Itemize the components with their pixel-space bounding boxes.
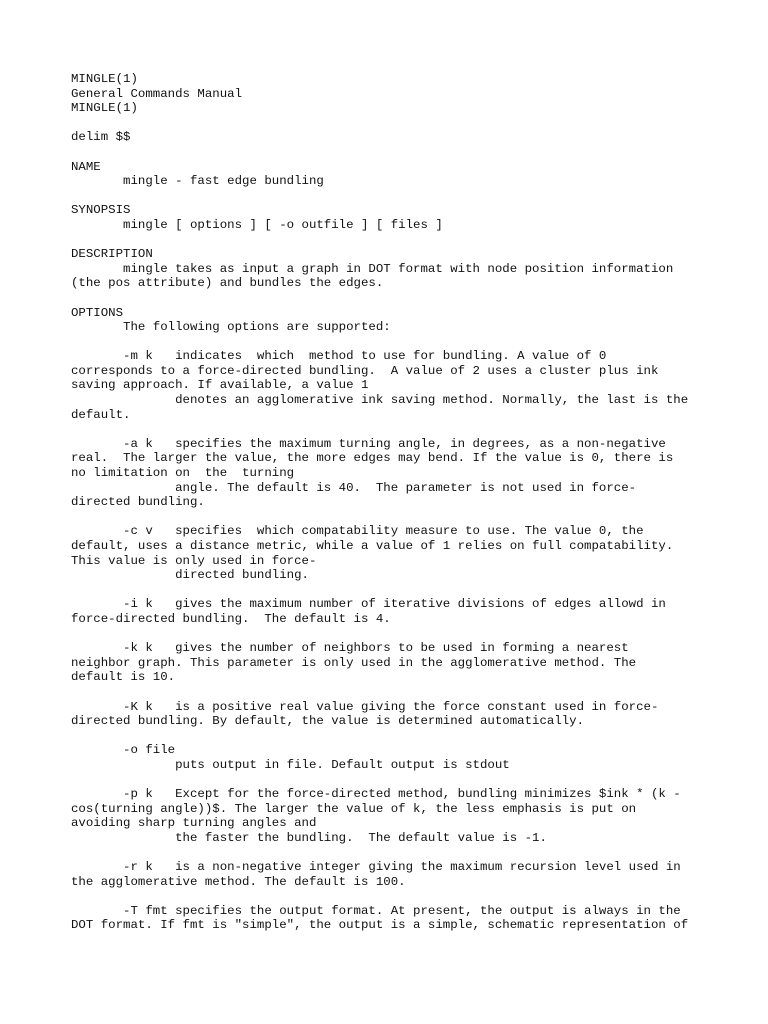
blank-line: [71, 685, 711, 700]
man-page-document: [71, 72, 711, 933]
option-p-text: avoiding sharp turning angles and: [71, 816, 317, 831]
option-r-text: the agglomerative method. The default is 100.: [71, 874, 406, 889]
option-m-text: corresponds to a force-directed bundling. A value of 2 uses a cluster plus ink: [71, 363, 659, 378]
header-name-left: MINGLE(1): [71, 72, 138, 86]
synopsis-text: mingle [ options ] [ -o outfile ] [ files ]: [71, 217, 443, 232]
option-m-text: saving approach. If available, a value 1: [71, 378, 369, 393]
option-k-text: -k k gives the number of neighbors to be used in forming a nearest: [71, 641, 629, 656]
option-i-text: force-directed bundling. The default is 4.: [71, 611, 391, 626]
option-p-text: the faster the bundling. The default value is -1.: [71, 830, 547, 845]
option-c-text: directed bundling.: [71, 568, 309, 583]
option-m-text: denotes an agglomerative ink saving method. Normally, the last is the: [71, 393, 689, 408]
option-o-text: -o file: [71, 743, 176, 758]
option-K-text: directed bundling. By default, the value is determined automatically.: [71, 714, 585, 729]
section-heading-name: NAME: [71, 159, 101, 174]
option-T-text: DOT format. If fmt is "simple", the output is a simple, schematic representation of: [71, 918, 689, 933]
option-c-text: This value is only used in force-: [71, 553, 317, 568]
option-m-text: -m k indicates which method to use for bundling. A value of 0: [71, 349, 607, 364]
eqn-delim-line: delim $$: [71, 130, 131, 145]
option-c-text: default, uses a distance metric, while a value of 1 relies on full compatability.: [71, 539, 674, 553]
blank-line: [71, 291, 711, 306]
blank-line: [71, 773, 711, 788]
header-section-title: General Commands Manual: [71, 86, 243, 101]
option-a-text: angle. The default is 40. The parameter is not used in force-: [71, 480, 637, 495]
description-text: mingle takes as input a graph in DOT format with node position information: [71, 261, 674, 276]
description-text: (the pos attribute) and bundles the edges.: [71, 276, 384, 291]
options-intro-text: The following options are supported:: [71, 320, 391, 335]
option-a-text: no limitation on the turning: [71, 466, 295, 481]
blank-line: [71, 116, 711, 131]
option-i-text: -i k gives the maximum number of iterative divisions of edges allowd in: [71, 597, 666, 612]
blank-line: [71, 422, 711, 437]
option-a-text: -a k specifies the maximum turning angle, in degrees, as a non-negative: [71, 436, 666, 451]
name-text: mingle - fast edge bundling: [71, 174, 324, 189]
option-T-text: -T fmt specifies the output format. At present, the output is always in the: [71, 903, 681, 918]
option-m-text: default.: [71, 407, 131, 422]
blank-line: [71, 583, 711, 598]
blank-line: [71, 729, 711, 744]
blank-line: [71, 145, 711, 160]
option-o-text: puts output in file. Default output is stdout: [71, 757, 510, 772]
option-p-text: -p k Except for the force-directed method, bundling minimizes $ink * (k -: [71, 787, 681, 802]
header-name-right: MINGLE(1): [71, 101, 138, 116]
option-c-text: -c v specifies which compatability measure to use. The value 0, the: [71, 524, 644, 539]
option-k-text: default is 10.: [71, 670, 176, 685]
option-a-text: real. The larger the value, the more edges may bend. If the value is 0, there is: [71, 451, 674, 466]
blank-line: [71, 335, 711, 350]
blank-line: [71, 845, 711, 860]
option-p-text: cos(turning angle))$. The larger the value of k, the less emphasis is put on: [71, 801, 637, 816]
blank-line: [71, 510, 711, 525]
option-r-text: -r k is a non-negative integer giving the maximum recursion level used in: [71, 860, 681, 875]
blank-line: [71, 189, 711, 204]
section-heading-options: OPTIONS: [71, 305, 124, 320]
blank-line: [71, 627, 711, 642]
blank-line: [71, 233, 711, 248]
blank-line: [71, 889, 711, 904]
option-K-text: -K k is a positive real value giving the force constant used in force-: [71, 699, 659, 714]
option-a-text: directed bundling.: [71, 495, 205, 510]
section-heading-description: DESCRIPTION: [71, 247, 153, 262]
section-heading-synopsis: SYNOPSIS: [71, 203, 131, 218]
option-k-text: neighbor graph. This parameter is only used in the agglomerative method. The: [71, 655, 637, 670]
